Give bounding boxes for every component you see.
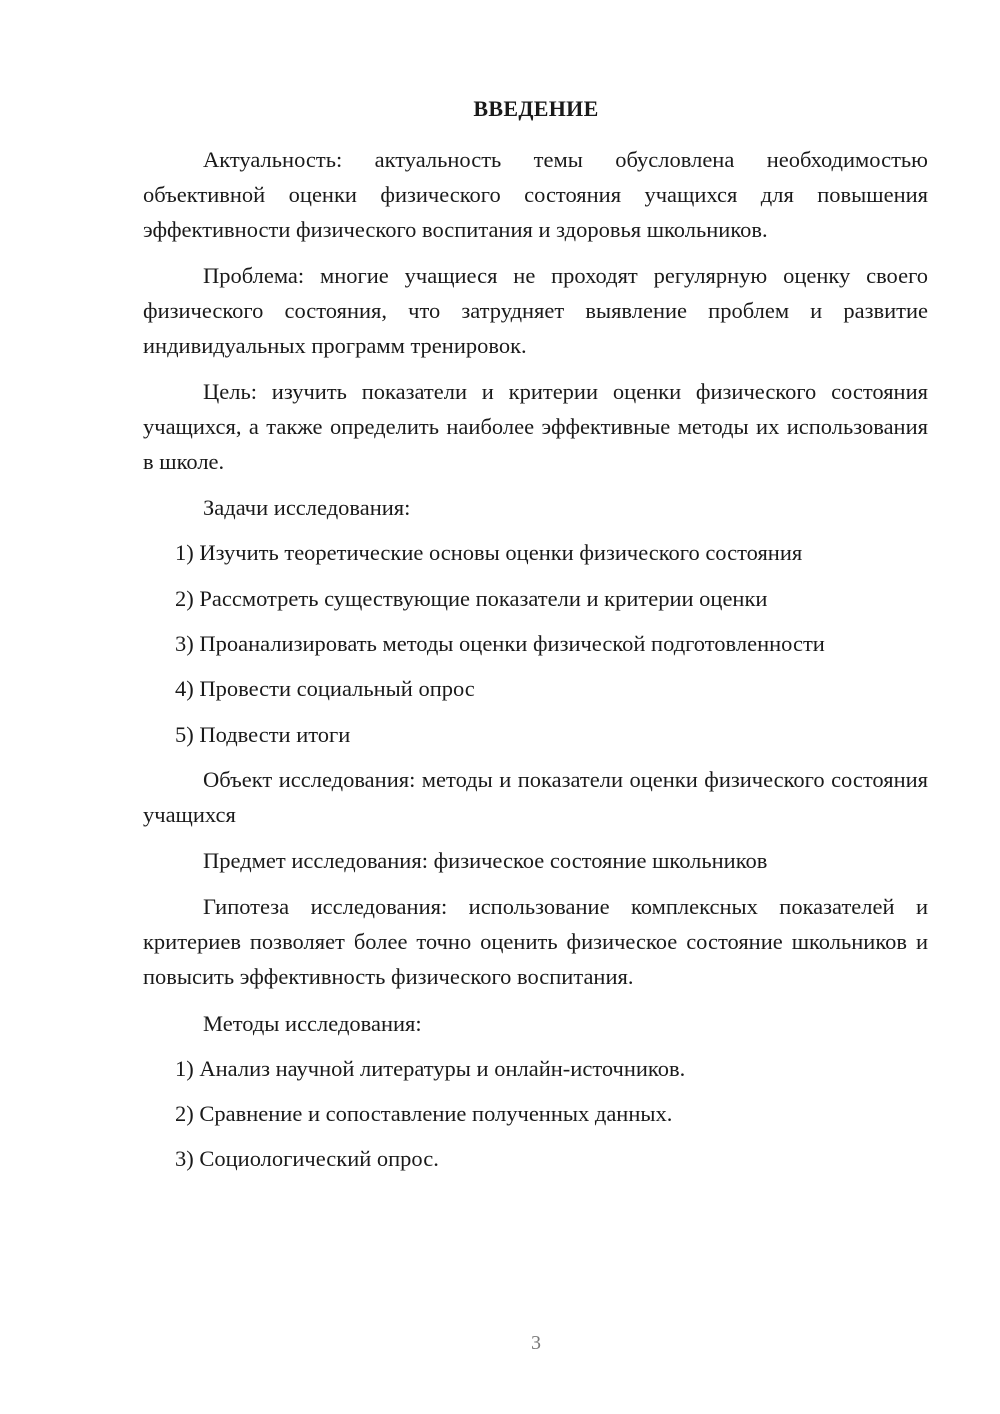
task-item-2: 2) Рассмотреть существующие показатели и критерии оценки	[175, 586, 768, 611]
object-paragraph: Объект исследования: методы и показатели оценки физического состояния учащихся	[143, 767, 928, 827]
method-item-3: 3) Социологический опрос.	[175, 1146, 439, 1171]
tasks-heading: Задачи исследования:	[203, 495, 411, 520]
task-item-3: 3) Проанализировать методы оценки физической подготовленности	[175, 631, 825, 656]
task-item-5: 5) Подвести итоги	[175, 722, 351, 747]
method-item-2: 2) Сравнение и сопоставление полученных данных.	[175, 1101, 673, 1126]
relevance-paragraph: Актуальность: актуальность темы обусловлена необходимостью объективной оценки физического состояния учащихся для повышения эффективности физического воспитания и здоровья школьников.	[143, 147, 928, 242]
page-number: 3	[531, 1332, 541, 1354]
method-item-1: 1) Анализ научной литературы и онлайн-источников.	[175, 1056, 686, 1081]
hypothesis-paragraph: Гипотеза исследования: использование комплексных показателей и критериев позволяет более точно оценить физическое состояние школьников и повысить эффективность физического воспитания.	[143, 894, 928, 989]
problem-paragraph: Проблема: многие учащиеся не проходят регулярную оценку своего физического состояния, что затрудняет выявление проблем и развитие индивидуальных программ тренировок.	[143, 263, 928, 358]
methods-heading: Методы исследования:	[203, 1011, 422, 1036]
task-item-4: 4) Провести социальный опрос	[175, 676, 475, 701]
page-title: ВВЕДЕНИЕ	[473, 96, 599, 121]
goal-paragraph: Цель: изучить показатели и критерии оценки физического состояния учащихся, а также определить наиболее эффективные методы их использования в школе.	[143, 379, 928, 474]
task-item-1: 1) Изучить теоретические основы оценки физического состояния	[175, 540, 803, 565]
subject-paragraph: Предмет исследования: физическое состояние школьников	[203, 848, 768, 873]
